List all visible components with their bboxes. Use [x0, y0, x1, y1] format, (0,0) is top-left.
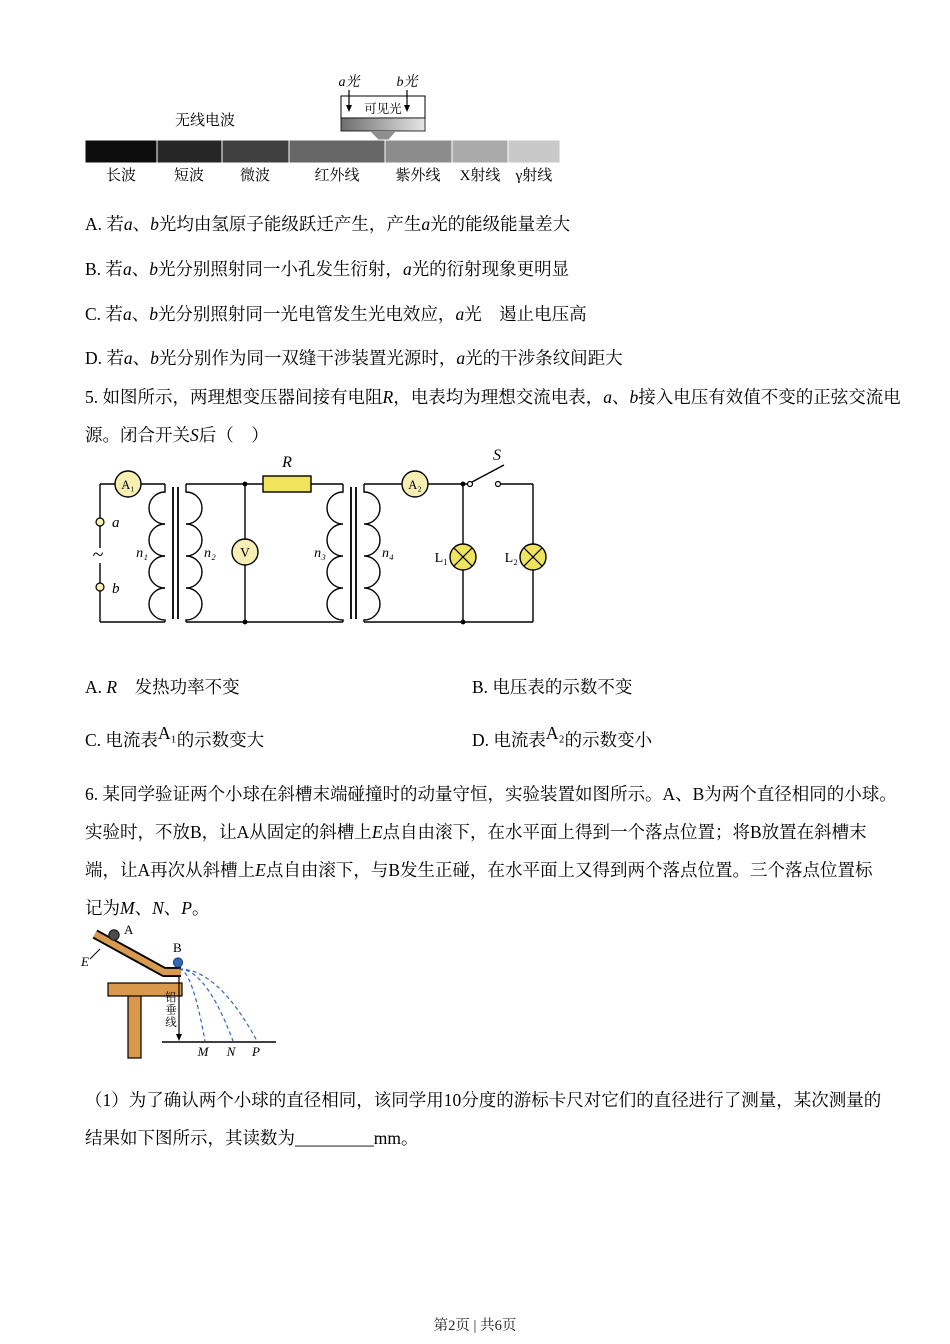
q6-stem-line3: 端，让A再次从斜槽上E点自由滚下，与B发生正碰，在水平面上又得到两个落点位置。三个落点位置标: [85, 860, 873, 880]
coil-n1-label: n₁: [136, 546, 148, 561]
switch-s-label: S: [493, 447, 501, 464]
spectrum-bar: [85, 140, 560, 163]
table-leg: [128, 993, 141, 1058]
visible-spectrum-strip: [341, 118, 425, 131]
e-point-label: E: [81, 954, 89, 969]
radio-wave-label: 无线电波: [174, 113, 236, 129]
q5-stem-line1: 5. 如图所示，两理想变压器间接有电阻R，电表均为理想交流电表，a、b接入电压有效值不变的正弦交流电: [85, 387, 901, 407]
terminal-a-label: a: [112, 515, 120, 531]
transformer-core-1: [173, 487, 178, 619]
coil-n2: [186, 484, 202, 622]
q5-option-b: B. 电压表的示数不变: [472, 677, 633, 697]
part1-line1: （1）为了确认两个小球的直径相同，该同学用10分度的游标卡尺对它们的直径进行了测量，某次测量的: [85, 1090, 882, 1110]
collision-apparatus-diagram: [78, 922, 308, 1067]
visible-light-label: 可见光: [364, 102, 402, 116]
coil-n1: [149, 484, 165, 622]
ball-b-label: B: [173, 940, 182, 955]
m-point-label: M: [197, 1044, 209, 1059]
em-spectrum-diagram: [85, 70, 565, 188]
q6-stem-line2: 实验时，不放B，让A从固定的斜槽上E点自由滚下，在水平面上得到一个落点位置；将B放置在斜槽末: [85, 822, 867, 842]
q4-option-a: A. 若a、b光均由氢原子能级跃迁产生，产生a光的能级能量差大: [85, 214, 571, 234]
a-light-label: a光: [338, 75, 360, 90]
band-label-xray: X射线: [459, 168, 501, 184]
q4-option-d: D. 若a、b光分别作为同一双缝干涉装置光源时，a光的干涉条纹间距大: [85, 348, 623, 368]
lamp-l2-label: L₂: [504, 551, 518, 566]
voltmeter-v-label: V: [240, 545, 250, 560]
lamp-l1-label: L₁: [434, 551, 448, 566]
lamp-L1: [450, 544, 476, 570]
b-light-label: b光: [396, 75, 418, 90]
band-gamma: [508, 140, 560, 163]
switch-contact-left: [468, 482, 473, 487]
band-label-gamma: γ射线: [515, 168, 553, 184]
band-longwave: [85, 140, 157, 163]
q4-option-b: B. 若a、b光分别照射同一小孔发生衍射，a光的衍射现象更明显: [85, 259, 570, 279]
p-point-label: P: [252, 1044, 260, 1059]
part1-line2: 结果如下图所示，其读数为_________mm。: [85, 1128, 419, 1148]
coil-n3-label: n₃: [314, 546, 326, 561]
coil-n4-label: n₄: [382, 546, 394, 561]
coil-n2-label: n₂: [204, 546, 216, 561]
transformer-circuit-diagram: [85, 447, 585, 647]
transformer-core-2: [351, 487, 356, 619]
q5-option-a: A. R 发热功率不变: [85, 677, 240, 697]
q5-option-d: D. 电流表A₂的示数变小: [472, 723, 653, 750]
q6-stem-line1: 6. 某同学验证两个小球在斜槽末端碰撞时的动量守恒，实验装置如图所示。A、B为两个直径相同的小球。: [85, 784, 897, 804]
terminal-a: [96, 518, 104, 526]
ball-A: [109, 930, 119, 940]
n-point-label: N: [226, 1044, 236, 1059]
band-label-shortwave: 短波: [173, 168, 205, 184]
ball-a-label: A: [124, 922, 134, 937]
band-ultraviolet: [385, 140, 452, 163]
q5-stem-line2: 源。闭合开关S后（ ）: [85, 425, 269, 445]
band-infrared: [289, 140, 385, 163]
switch-lever: [472, 465, 504, 482]
band-label-microwave: 微波: [239, 168, 271, 184]
terminal-b: [96, 583, 104, 591]
junction-dots: [243, 482, 466, 625]
ammeter-a1-label: A₁: [121, 478, 135, 492]
band-label-ultraviolet: 紫外线: [395, 168, 441, 184]
ammeter-a2-label: A₂: [408, 478, 422, 492]
q4-option-c: C. 若a、b光分别照射同一光电管发生光电效应，a光 遏止电压高: [85, 304, 587, 324]
band-shortwave: [157, 140, 222, 163]
switch-contact-right: [496, 482, 501, 487]
coil-n4: [364, 484, 380, 622]
lamp-L2: [520, 544, 546, 570]
band-label-longwave: 长波: [105, 168, 137, 184]
circuit-wires: [100, 465, 533, 622]
band-microwave: [222, 140, 289, 163]
resistor-R: [263, 476, 311, 492]
trajectory-curves: [179, 969, 257, 1041]
page-footer: 第2页 | 共6页: [433, 1318, 517, 1334]
spectrum-stem: [370, 131, 396, 140]
ac-source-symbol: ~: [92, 544, 104, 566]
q5-option-c: C. 电流表A₁的示数变大: [85, 723, 265, 750]
terminal-b-label: b: [112, 581, 120, 597]
spectrum-band-labels: [106, 166, 552, 184]
coil-n3: [327, 484, 343, 622]
e-point-pointer: [90, 949, 100, 959]
ball-B: [173, 958, 182, 967]
resistor-r-label: R: [282, 454, 292, 471]
q6-stem-line4: 记为M、N、P。: [85, 898, 210, 918]
band-xray: [452, 140, 508, 163]
plumb-line-label: 铅垂线: [164, 991, 176, 1029]
band-label-infrared: 红外线: [314, 168, 360, 184]
